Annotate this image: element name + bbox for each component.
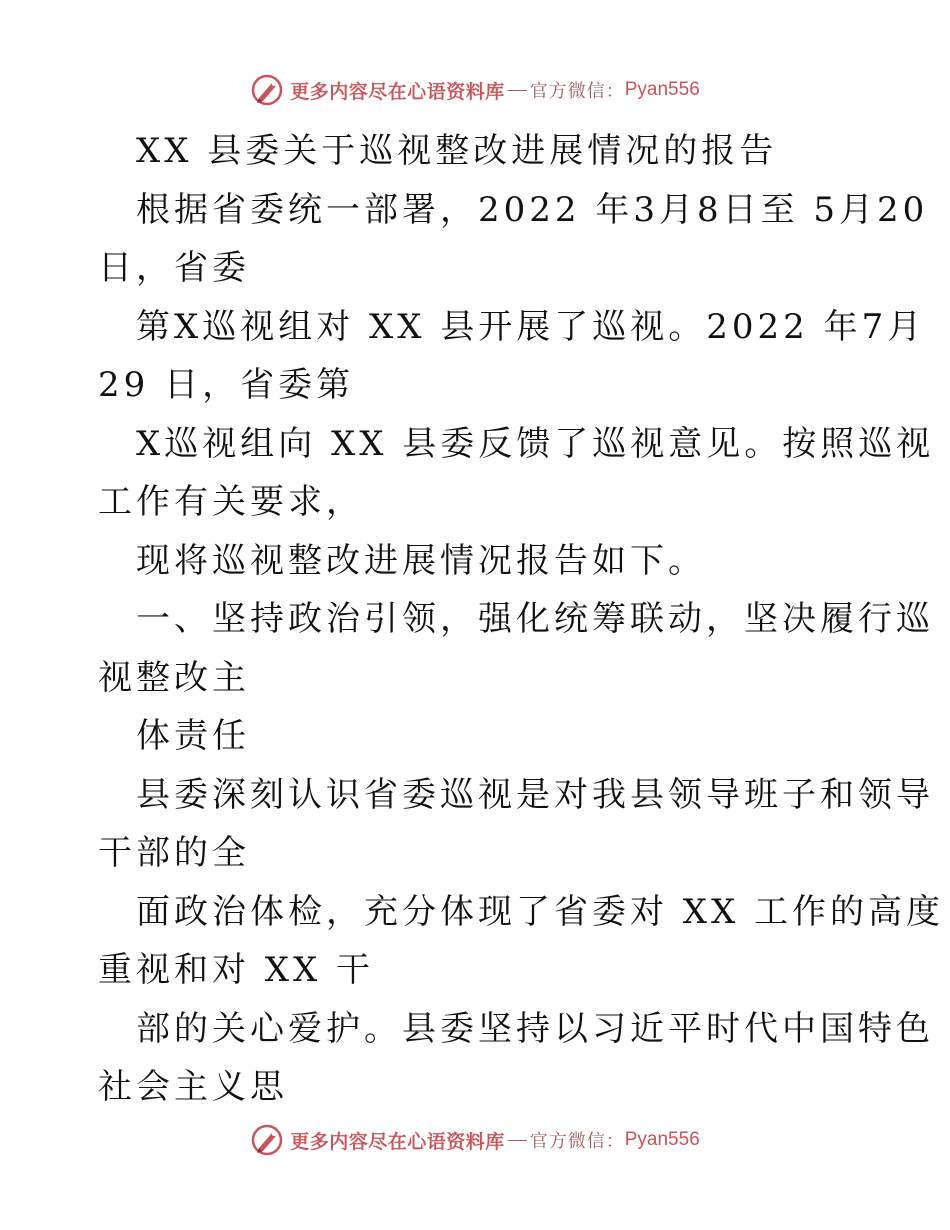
- text-line: 干部的全: [98, 833, 250, 873]
- section-heading-cont: 视整改主: [98, 657, 250, 698]
- pen-logo-icon: [250, 1123, 284, 1157]
- text-line: 重视和对 XX 干: [98, 950, 375, 990]
- text-line: X巡视组向 XX 县委反馈了巡视意见。按照巡视: [136, 423, 935, 464]
- document-body: [98, 122, 945, 1117]
- text-line: 工作有关要求，: [98, 482, 364, 522]
- watermark-label: 官方微信：: [529, 1131, 625, 1152]
- header-watermark: [0, 70, 950, 110]
- text-line: 社会主义思: [98, 1067, 288, 1107]
- text-line: 面政治体检，充分体现了省委对 XX 工作的高度: [136, 891, 945, 932]
- text-line: 根据省委统一部署，2022 年3月8日至 5月20: [136, 189, 929, 230]
- section-heading-cont: 体责任: [136, 716, 250, 756]
- text-line: 现将巡视整改进展情况报告如下。: [136, 540, 706, 581]
- document-title: XX 县委关于巡视整改进展情况的报告: [136, 131, 778, 171]
- section-heading: 一、坚持政治引领，强化统筹联动，坚决履行巡: [136, 599, 934, 639]
- watermark-label: 官方微信：: [529, 81, 625, 102]
- text-line: 日，省委: [98, 248, 250, 288]
- text-line: 部的关心爱护。县委坚持以习近平时代中国特色: [136, 1008, 934, 1049]
- watermark-account: Pyan556: [624, 1129, 700, 1150]
- footer-watermark: [0, 1120, 950, 1160]
- watermark-text: 更多内容尽在心语资料库: [290, 1130, 505, 1153]
- pen-logo-icon: [250, 73, 284, 107]
- watermark-text: 更多内容尽在心语资料库: [290, 80, 505, 103]
- text-line: 县委深刻认识省委巡视是对我县领导班子和领导: [136, 774, 934, 815]
- watermark-account: Pyan556: [624, 79, 700, 100]
- text-line: 第X巡视组对 XX 县开展了巡视。2022 年7月: [136, 306, 926, 347]
- text-line: 29 日，省委第: [98, 365, 355, 405]
- watermark-separator: —: [507, 79, 527, 100]
- watermark-separator: —: [507, 1129, 527, 1150]
